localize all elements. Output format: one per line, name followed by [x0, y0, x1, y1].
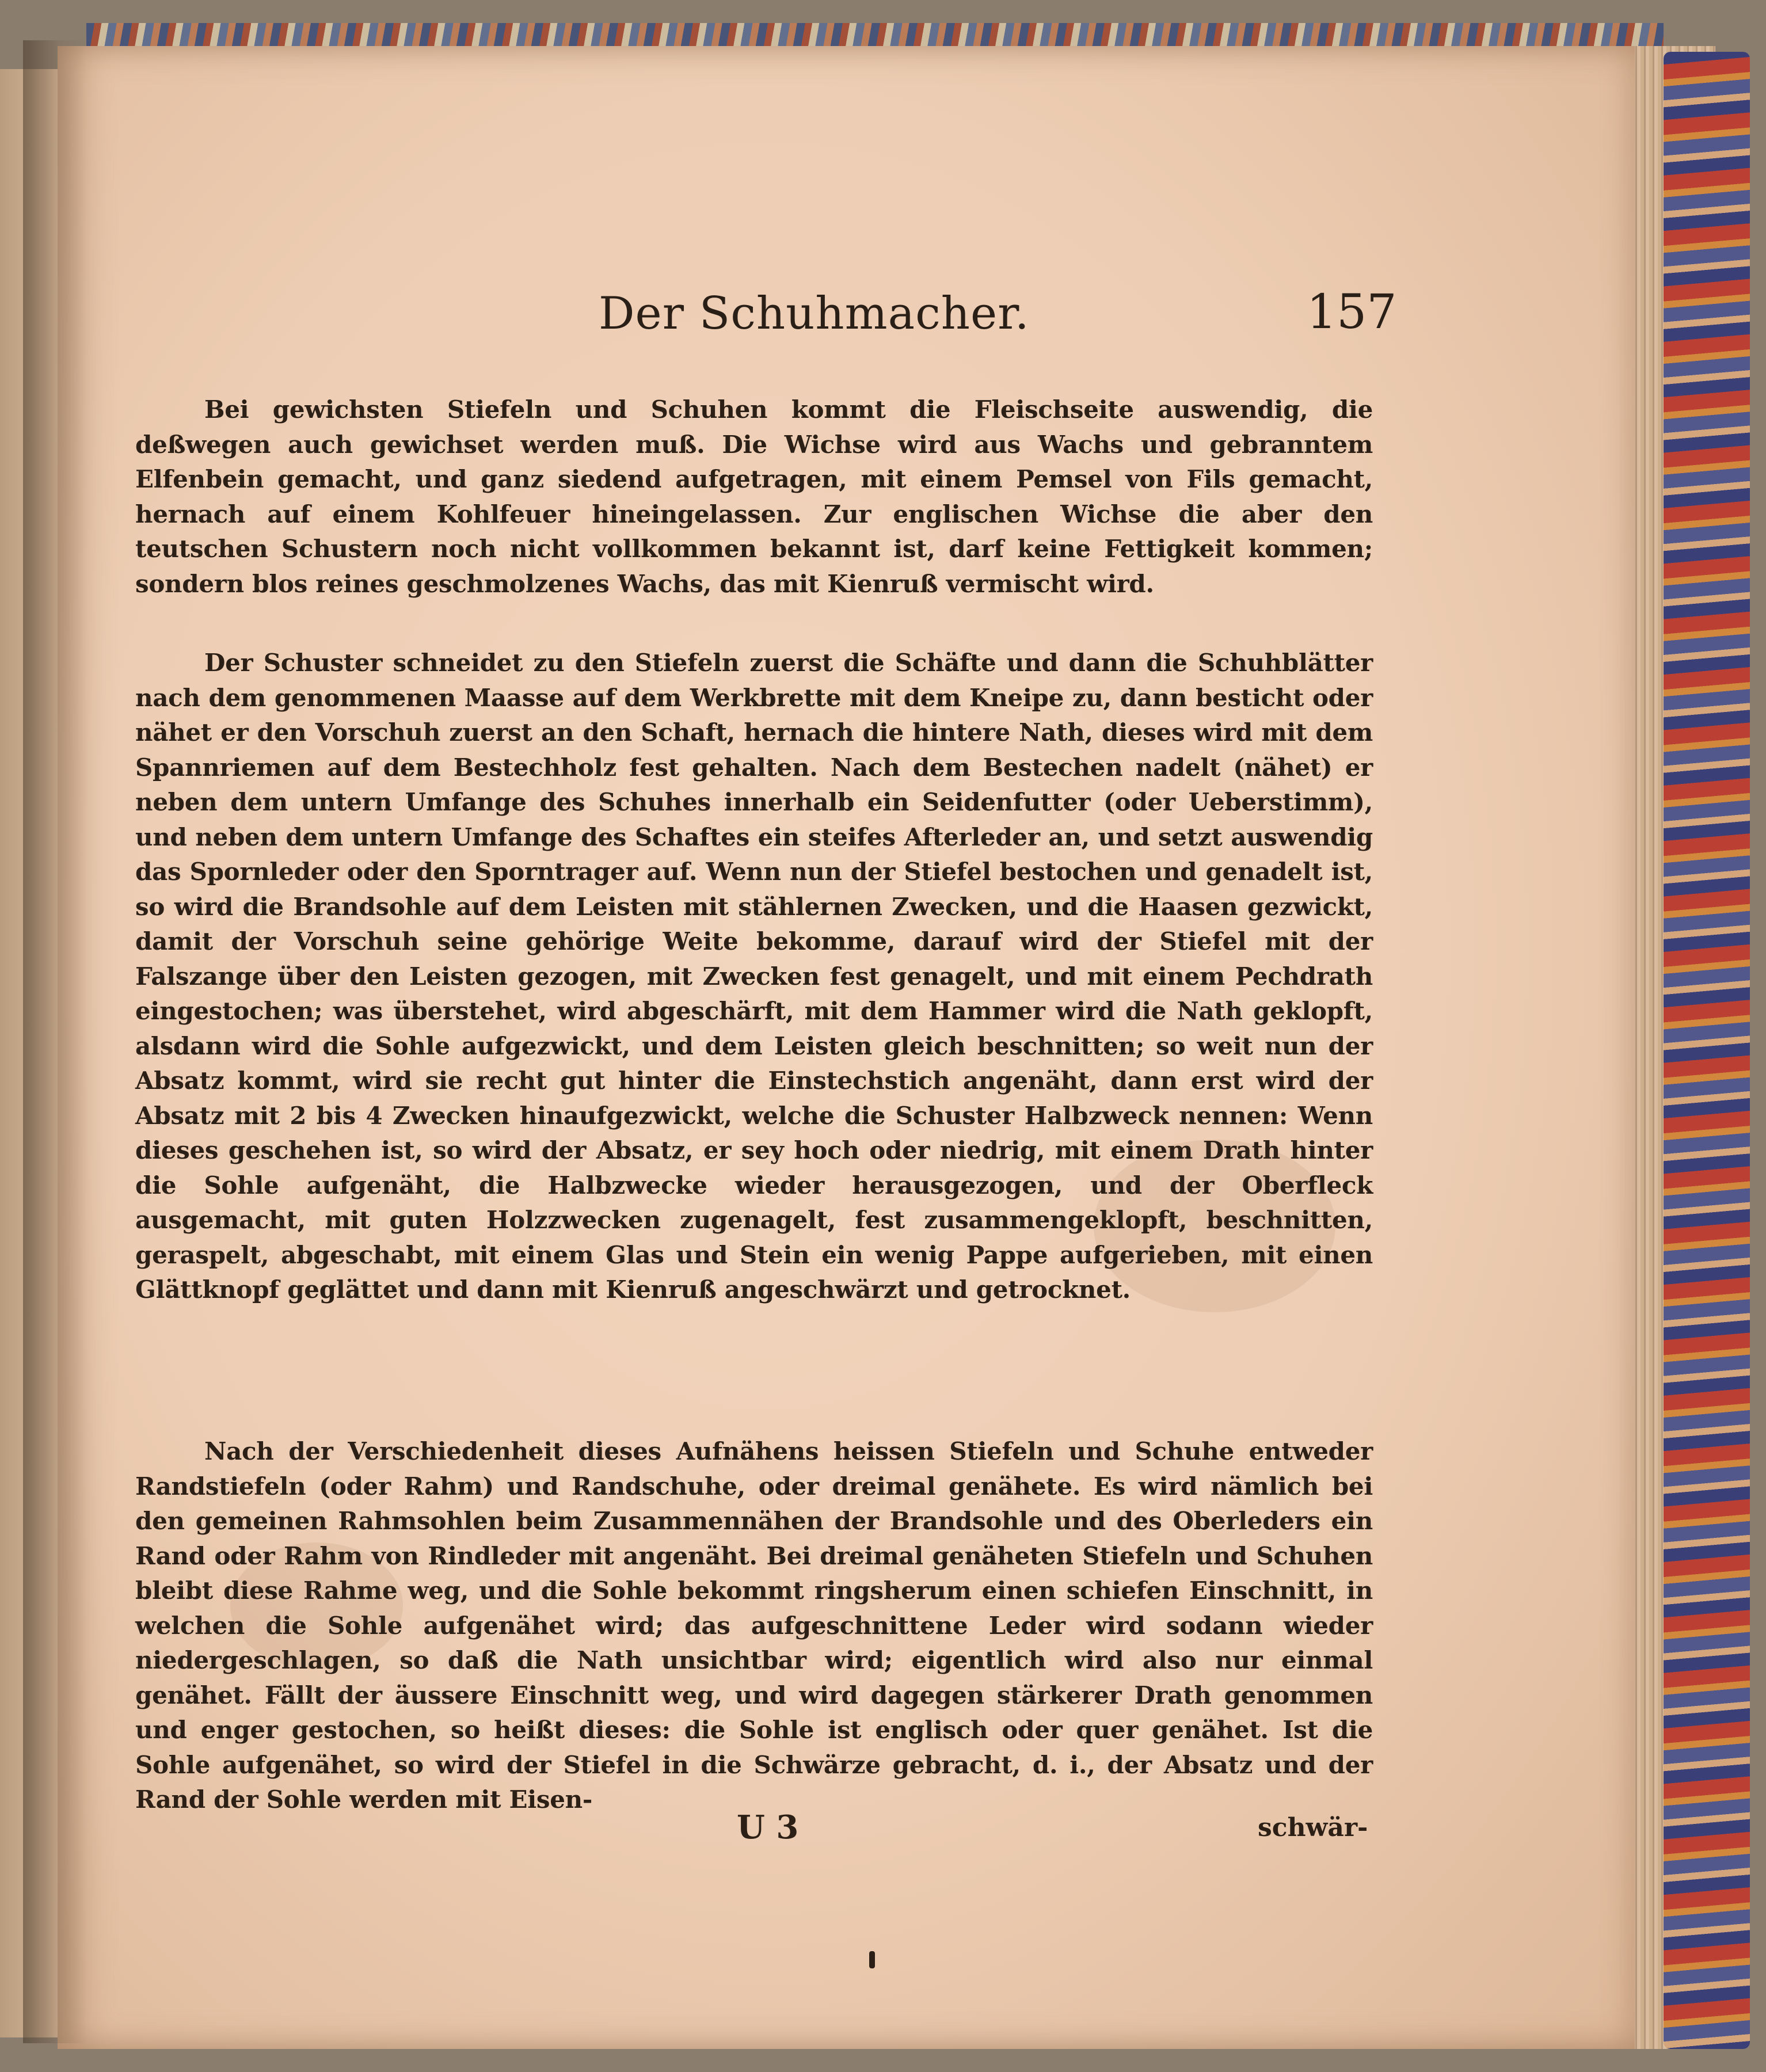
page-number: 157 [1307, 285, 1397, 340]
paragraph: Der Schuster schneidet zu den Stiefeln zuerst die Schäfte und dann die Schuhblätter nach dem genommenen Maasse auf dem Werkbrette mit dem Kneipe zu, dann besticht oder nähet er den Vorschuh zuerst an den Schaft, hernach die hintere Nath, dieses wird mit dem Spannriemen auf dem Bestechholz fest gehalten. Nach dem Bestechen nadelt (nähet) er neben dem untern Umfange des Schuhes innerhalb ein Seidenfutter (oder Ueberstimm), und neben dem untern Umfange des Schaftes ein steifes Afterleder an, und setzt auswendig das Spornleder oder den Sporntrager auf. Wenn nun der Stiefel bestochen und genadelt ist, so wird die Brandsohle auf dem Leisten mit stählernen Zwecken, und die Haasen gezwickt, damit der Vorschuh seine gehörige Weite bekomme, darauf wird der Stiefel mit der Falszange über den Leisten gezogen, mit Zwecken fest genagelt, und mit einem Pechdrath eingestochen; was überstehet, wird abgeschärft, mit dem Hammer wird die Nath geklopft, alsdann wird die Sohle aufgezwickt, und dem Leisten gleich beschnitten; so weit nun der Absatz kommt, wird sie recht gut hinter die Einstechstich angenäht, dann erst wird der Absatz mit 2 bis 4 Zwecken hinaufgezwickt, welche die Schuster Halbzweck nennen: Wenn dieses geschehen ist, so wird der Absatz, er sey hoch oder niedrig, mit einem Drath hinter die Sohle aufgenäht, die Halbzwecke wieder herausgezogen, und der Oberfleck ausgemacht, mit guten Holzzwecken zugenagelt, fest zusammengeklopft, beschnitten, geraspelt, abgeschabt, mit einem Glas und Stein ein wenig Pappe aufgerieben, mit einen Glättknopf geglättet und dann mit Kienruß angeschwärzt und getrocknet. [135, 649, 1373, 1304]
page-header [599, 276, 1405, 345]
catchword: schwär- [1258, 1813, 1368, 1842]
running-title: Der Schuhmacher. [599, 288, 1030, 340]
marbled-fore-edge [1664, 52, 1750, 2049]
paragraph: Bei gewichsten Stiefeln und Schuhen kommt die Fleischseite auswendig, die deßwegen auch gewichset werden muß. Die Wichse wird aus Wachs und gebranntem Elfenbein gemacht, und ganz siedend aufgetragen, mit einem Pemsel von Fils gemacht, hernach auf einem Kohlfeuer hineingelassen. Zur englischen Wichse die aber den teutschen Schustern noch nicht vollkommen bekannt ist, darf keine Fettigkeit kommen; sondern blos reines geschmolzenes Wachs, das mit Kienruß vermischt wird. [135, 395, 1373, 598]
gutter-shadow [23, 40, 86, 2043]
signature-mark: U 3 [737, 1808, 799, 1846]
paragraph: Nach der Verschiedenheit dieses Aufnähens heissen Stiefeln und Schuhe entweder Randstiefeln (oder Rahm) und Randschuhe, oder dreimal genähete. Es wird nämlich bei den gemeinen Rahmsohlen beim Zusammennähen der Brandsohle und des Oberleders ein Rand oder Rahm von Rindleder mit angenäht. Bei dreimal genäheten Stiefeln und Schuhen bleibt diese Rahme weg, und die Sohle bekommt ringsherum einen schiefen Einschnitt, in welchen die Sohle aufgenähet wird; das aufgeschnittene Leder wird sodann wieder niedergeschlagen, so daß die Nath unsichtbar wird; eigentlich wird also nur einmal genähet. Fällt der äussere Einschnitt weg, und wird dagegen stärkerer Drath genommen und enger gestochen, so heißt dieses: die Sohle ist englisch oder quer genähet. Ist die Sohle aufgenähet, so wird der Stiefel in die Schwärze gebracht, d. i., der Absatz und der Rand der Sohle werden mit Eisen- [135, 1437, 1373, 1814]
ink-mark [869, 1951, 875, 1968]
